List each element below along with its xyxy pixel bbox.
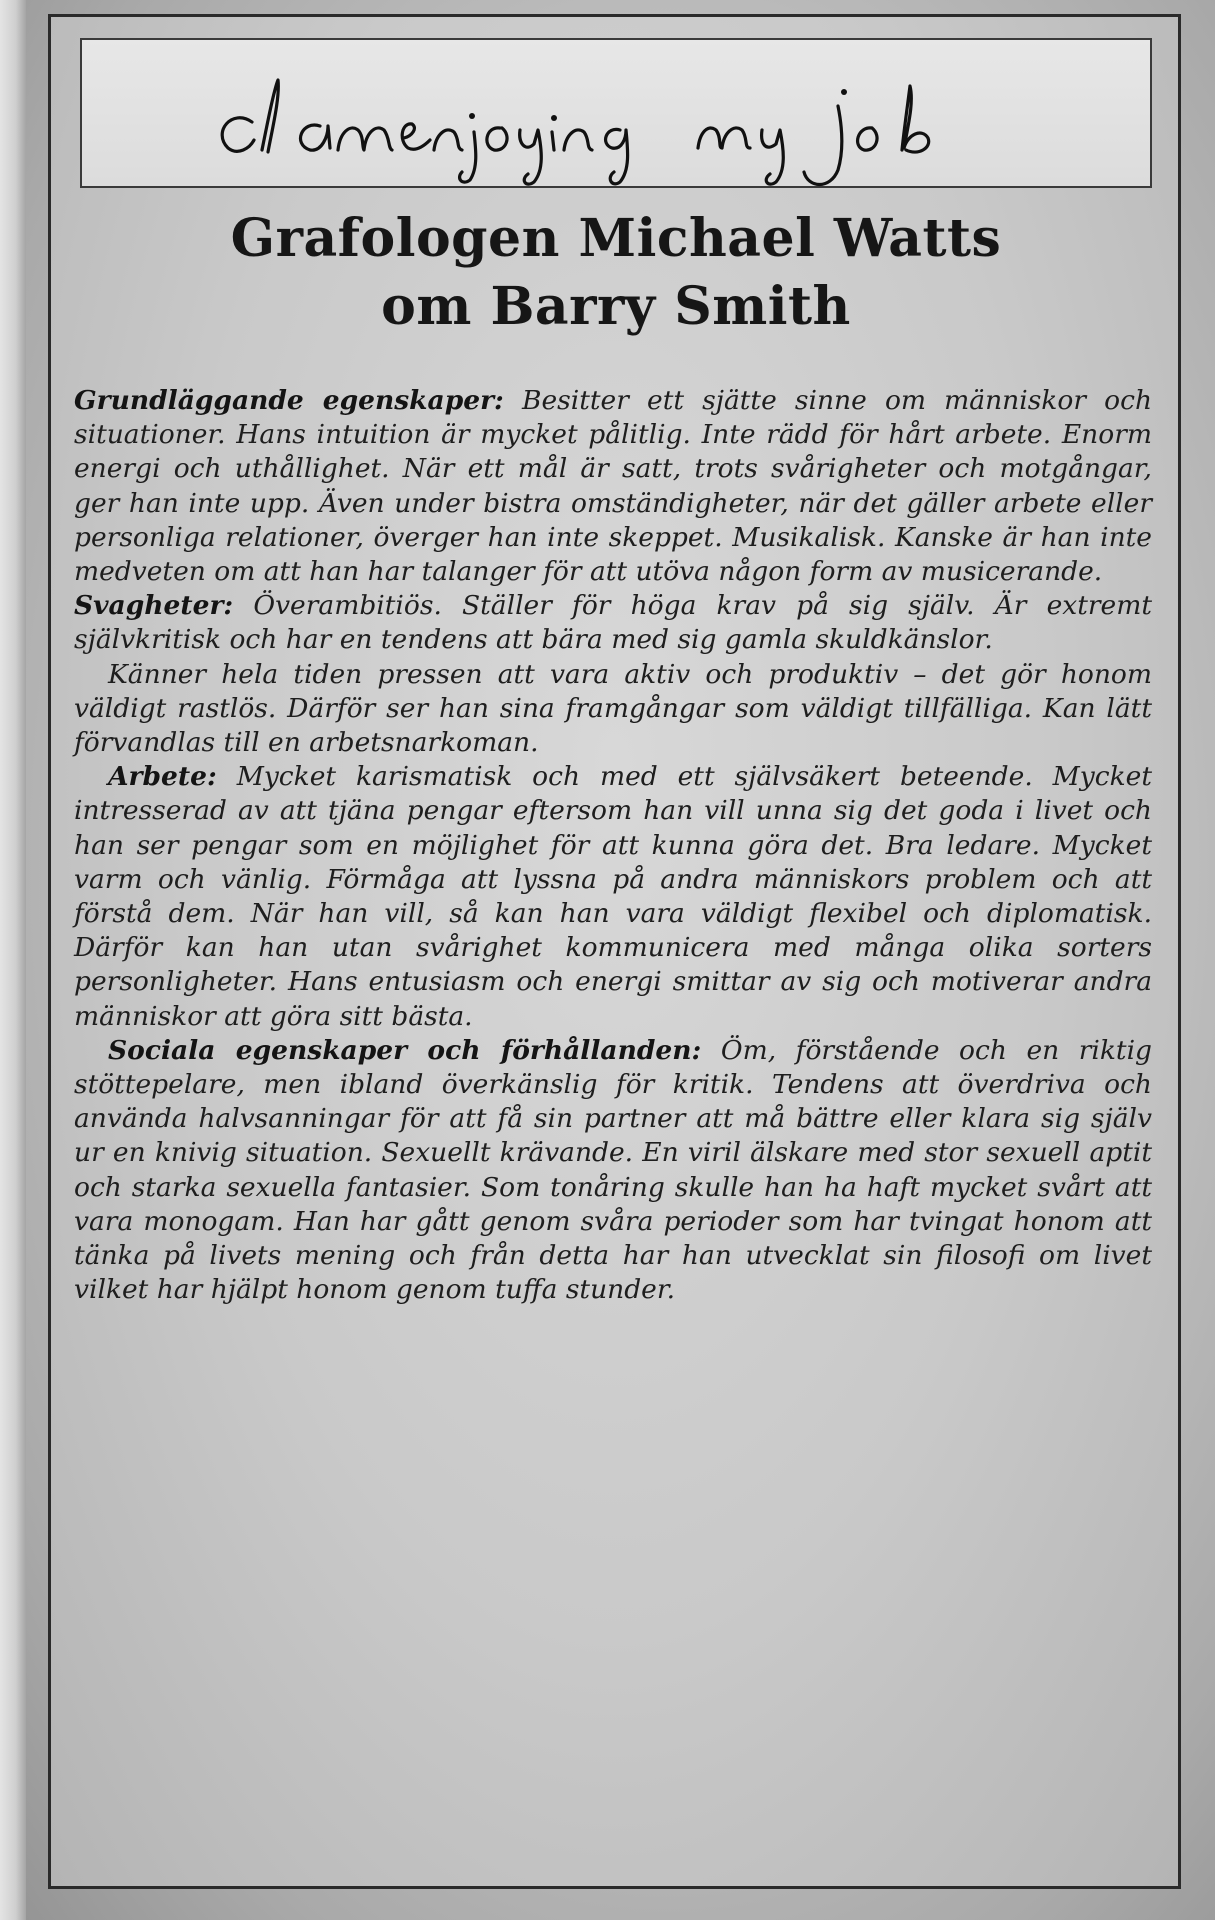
paragraph-grundlaggande — [74, 384, 1152, 589]
handwriting-sample — [80, 38, 1152, 188]
page-edge — [0, 0, 26, 1920]
headline-line-2: om Barry Smith — [381, 276, 851, 337]
paragraph-text: Öm, förstående och en riktig stöttepelare, men ibland överkänslig för kritik. Tendens att överdriva och använda halvsanningar för att få sin partner att må bättre eller klara sig själv ur en knivig situation. Sexuellt krävande. En viril älskare med stor sexuell aptit och starka sexuella fantasier. Som tonåring skulle han ha haft mycket svårt att vara monogam. Han har gått genom svåra perioder som har tvingat honom att tänka på livets mening och från detta har han utvecklat sin filosofi om livet vilket har hjälpt honom genom tuffa stunder. — [74, 1034, 1153, 1306]
paragraph-sociala — [74, 1034, 1152, 1308]
paragraph-text: Mycket karismatisk och med ett självsäkert beteende. Mycket intresserad av att tjäna pengar eftersom han vill unna sig det goda i livet och han ser pengar som en möjlighet för att kunna göra det. Bra ledare. Mycket varm och vänlig. Förmåga att lyssna på andra människors problem och att förstå dem. När han vill, så kan han vara väldigt flexibel och diplomatisk. Därför kan han utan svårighet kommunicera med många olika sorters personligheter. Hans entusiasm och energi smittar av sig och motiverar andra människor att göra sitt bästa. — [74, 761, 1152, 1032]
paragraph-lead: Svagheter: — [74, 590, 234, 622]
paragraph-svagheter — [74, 589, 1152, 657]
paragraph-arbete — [74, 760, 1152, 1034]
handwriting-sample-image — [82, 40, 1154, 190]
paragraph-text: Överambitiös. Ställer för höga krav på sig själv. Är extremt självkritisk och har en tendens att bära med sig gamla skuldkänslor. — [74, 590, 1152, 656]
paragraph-lead: Grundläggande egenskaper: — [74, 385, 504, 416]
article-headline — [80, 205, 1152, 341]
headline-line-1: Grafologen Michael Watts — [230, 208, 1002, 269]
paragraph-text: Besitter ett sjätte sinne om människor och situationer. Hans intuition är mycket pålitlig. Inte rädd för hårt arbete. Enorm energi och uthållighet. När ett mål är satt, trots svårigheter och motgångar, ger han inte upp. Även under bistra omständigheter, när det gäller arbete eller personliga relationer, överger han inte skeppet. Musikalisk. Kanske är han inte medveten om att han har talanger för att utöva någon form av musicerande. — [74, 385, 1153, 588]
paragraph-text: Känner hela tiden pressen att vara aktiv och produktiv – det gör honom väldigt rastlös. Därför ser han sina framgångar som väldigt tillfälliga. Kan lätt förvandlas till en arbetsnarkoman. — [74, 658, 1152, 759]
article-body — [74, 384, 1152, 1307]
paragraph-lead: Arbete: — [108, 761, 217, 793]
paragraph-rastlos — [74, 658, 1152, 761]
paragraph-lead: Sociala egenskaper och förhållanden: — [108, 1034, 702, 1066]
